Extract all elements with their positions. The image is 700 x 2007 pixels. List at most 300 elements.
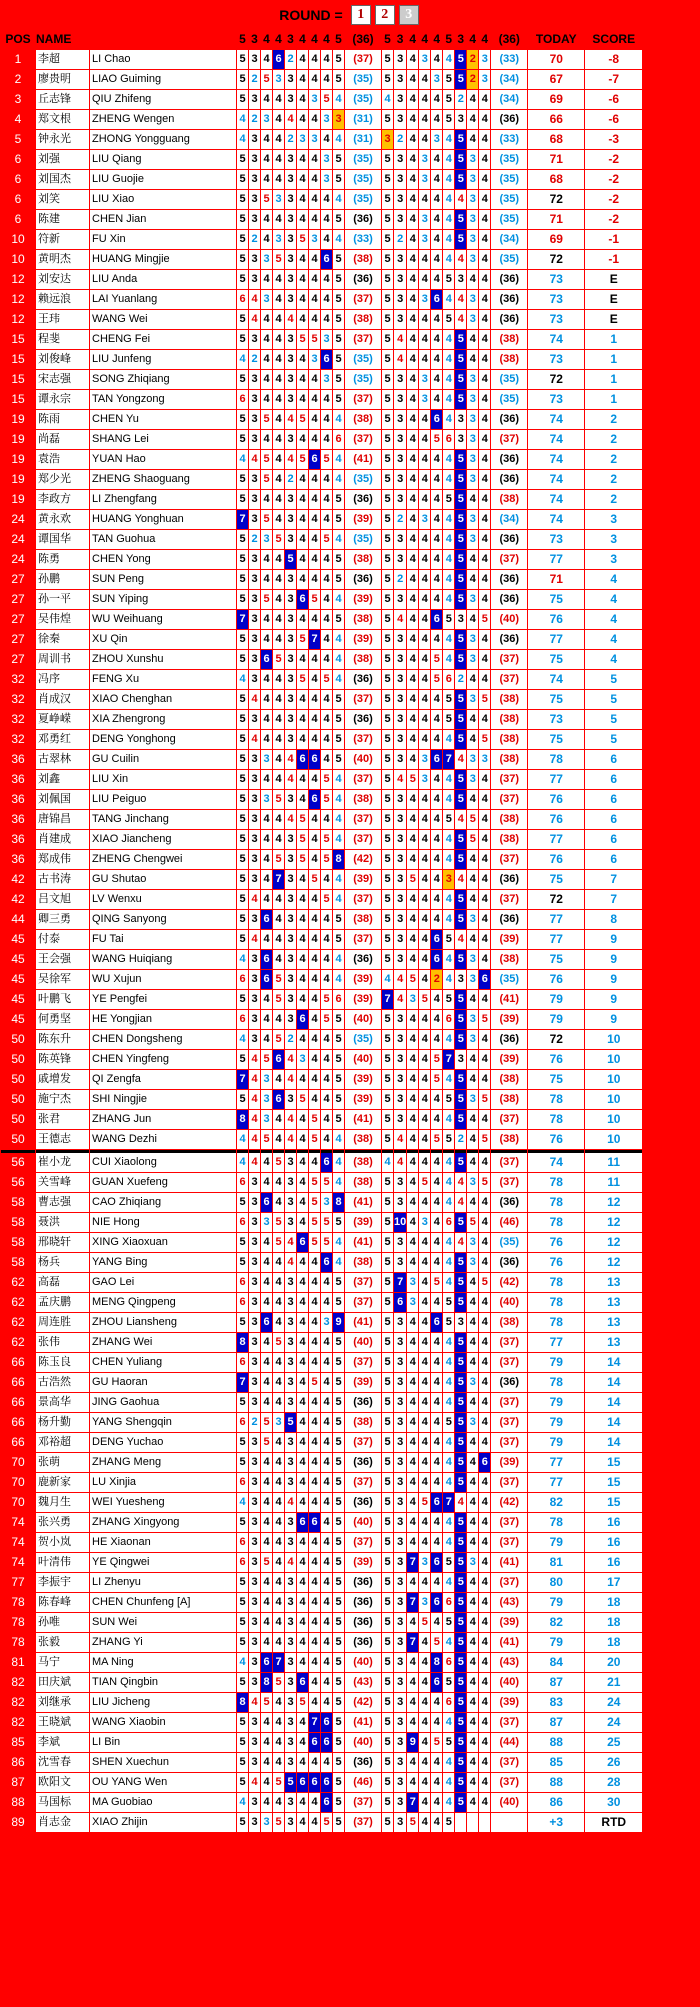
hole-score: 6 — [431, 950, 442, 969]
hole-score: 4 — [321, 310, 332, 329]
hole-score: 5 — [321, 1213, 332, 1232]
player-row[interactable] — [1, 1673, 642, 1692]
player-row[interactable] — [1, 670, 642, 689]
hole-score: 4 — [419, 1193, 430, 1212]
total-score: 12 — [585, 1253, 642, 1272]
player-name-en: CHEN Chunfeng [A] — [90, 1593, 236, 1612]
player-row[interactable] — [1, 1130, 642, 1149]
hole-score: 4 — [273, 710, 284, 729]
hole-score: 5 — [455, 130, 466, 149]
hole-score: 3 — [285, 370, 296, 389]
player-row[interactable] — [1, 690, 642, 709]
hole-score: 3 — [285, 290, 296, 309]
hole-score: 4 — [479, 210, 490, 229]
hole-score: 5 — [297, 850, 308, 869]
out-total: (38) — [345, 1253, 381, 1272]
round-3-button[interactable]: 3 — [399, 5, 419, 25]
player-row[interactable] — [1, 470, 642, 489]
hole-score: 3 — [249, 990, 260, 1009]
hole-score: 4 — [249, 1130, 260, 1149]
total-score: 1 — [585, 370, 642, 389]
hole-score: 4 — [309, 770, 320, 789]
hole-score: 4 — [321, 610, 332, 629]
hole-score: 5 — [443, 690, 454, 709]
hole-score: 4 — [431, 1010, 442, 1029]
hole-score: 4 — [321, 1090, 332, 1109]
hole-score: 4 — [443, 1110, 454, 1129]
hole-score: 5 — [237, 1050, 248, 1069]
hole-score: 4 — [321, 1333, 332, 1352]
hole-score: 4 — [419, 1010, 430, 1029]
round-selector — [0, 0, 700, 29]
player-row[interactable] — [1, 1413, 642, 1432]
hole-score: 3 — [467, 590, 478, 609]
player-row[interactable] — [1, 170, 642, 189]
hole-score: 8 — [237, 1333, 248, 1352]
player-row[interactable] — [1, 450, 642, 469]
round-1-button[interactable]: 1 — [351, 5, 371, 25]
hole-score: 4 — [261, 330, 272, 349]
player-row[interactable] — [1, 750, 642, 769]
hole-score: 4 — [419, 1753, 430, 1772]
today-score: 76 — [528, 1050, 584, 1069]
player-row[interactable] — [1, 250, 642, 269]
total-score: 11 — [585, 1173, 642, 1192]
player-row[interactable] — [1, 590, 642, 609]
hole-score: 5 — [382, 850, 393, 869]
total-score: 25 — [585, 1733, 642, 1752]
in-total: (38) — [491, 750, 527, 769]
in-total: (40) — [491, 1293, 527, 1312]
player-name-cn: 王德志 — [36, 1130, 89, 1149]
hole-score: 5 — [455, 1473, 466, 1492]
player-row[interactable] — [1, 1253, 642, 1272]
hole-score: 4 — [443, 150, 454, 169]
hole-score: 3 — [394, 370, 406, 389]
hole-score: 5 — [309, 330, 320, 349]
player-row[interactable] — [1, 830, 642, 849]
hole-score: 4 — [321, 290, 332, 309]
hole-score: 4 — [297, 990, 308, 1009]
out-total: (37) — [345, 930, 381, 949]
round-2-button[interactable]: 2 — [375, 5, 395, 25]
player-row[interactable] — [1, 1110, 642, 1129]
hole-score: 5 — [382, 1753, 393, 1772]
hole-score: 4 — [321, 910, 332, 929]
hole-score: 4 — [261, 1393, 272, 1412]
today-score: 69 — [528, 230, 584, 249]
hole-score: 4 — [431, 1090, 442, 1109]
hole-score: 5 — [382, 1110, 393, 1129]
hole-score: 4 — [419, 130, 430, 149]
total-score: 16 — [585, 1553, 642, 1572]
hole-score: 5 — [443, 490, 454, 509]
player-row[interactable] — [1, 710, 642, 729]
hole-score: 6 — [237, 1173, 248, 1192]
hole-score: 5 — [273, 1233, 284, 1252]
hole-score: 5 — [455, 530, 466, 549]
hole-score: 4 — [321, 1353, 332, 1372]
hole-score: 5 — [382, 830, 393, 849]
hole-score: 3 — [285, 1393, 296, 1412]
hole-score: 4 — [309, 1453, 320, 1472]
hole-score: 4 — [467, 350, 478, 369]
player-row[interactable] — [1, 1050, 642, 1069]
player-name-en: LI Zhenyu — [90, 1573, 236, 1592]
total-score: -7 — [585, 70, 642, 89]
player-row[interactable] — [1, 1150, 642, 1172]
player-row[interactable] — [1, 1453, 642, 1472]
today-score: 79 — [528, 1433, 584, 1452]
hole-score: 5 — [382, 1613, 393, 1632]
hole-score: 5 — [382, 1253, 393, 1272]
player-row[interactable] — [1, 1070, 642, 1089]
player-name-en: ZHENG Wengen — [90, 110, 236, 129]
player-name-en: HE Yongjian — [90, 1010, 236, 1029]
hole-score: 4 — [333, 530, 344, 549]
player-name-cn: 古浩然 — [36, 1373, 89, 1392]
hole-score: 4 — [333, 190, 344, 209]
player-row[interactable] — [1, 1393, 642, 1412]
total-score: 18 — [585, 1593, 642, 1612]
hole-score: 4 — [443, 1233, 454, 1252]
today-score: 75 — [528, 870, 584, 889]
player-row[interactable] — [1, 850, 642, 869]
hole-score: 4 — [479, 1713, 490, 1732]
hole-score: 4 — [249, 1090, 260, 1109]
player-row[interactable] — [1, 570, 642, 589]
hole-score: 4 — [431, 1353, 442, 1372]
hole-score: 5 — [382, 430, 393, 449]
hole-score: 4 — [297, 970, 308, 989]
player-row[interactable] — [1, 990, 642, 1009]
player-row[interactable] — [1, 1293, 642, 1312]
position: 85 — [11, 1735, 25, 1749]
hole-score: 3 — [419, 510, 430, 529]
hole-score: 5 — [382, 730, 393, 749]
hole-score: 5 — [443, 1090, 454, 1109]
hole-score: 4 — [443, 910, 454, 929]
total-score: 6 — [585, 830, 642, 849]
hole-score: 6 — [443, 1213, 454, 1232]
player-row[interactable] — [1, 790, 642, 809]
out-total: (35) — [345, 90, 381, 109]
player-row[interactable] — [1, 1030, 642, 1049]
player-name-cn: 刘佩国 — [36, 790, 89, 809]
hole-score: 4 — [479, 150, 490, 169]
player-row[interactable] — [1, 370, 642, 389]
player-row[interactable] — [1, 1493, 642, 1512]
player-name-en: LIU Xin — [90, 770, 236, 789]
hole-score: 4 — [273, 1110, 284, 1129]
hole-score: 6 — [394, 1293, 406, 1312]
hole-score: 5 — [455, 1453, 466, 1472]
hole-score: 3 — [455, 610, 466, 629]
player-row[interactable] — [1, 1693, 642, 1712]
player-row[interactable] — [1, 890, 642, 909]
hole-score: 5 — [237, 1673, 248, 1692]
player-row[interactable] — [1, 1353, 642, 1372]
hole-score: 5 — [382, 390, 393, 409]
hole-score: 5 — [455, 1110, 466, 1129]
player-row[interactable] — [1, 290, 642, 309]
hole-score: 10 — [394, 1213, 406, 1232]
player-row[interactable] — [1, 1373, 642, 1392]
hole-score: 4 — [297, 1333, 308, 1352]
player-name-en: LIU Guojie — [90, 170, 236, 189]
hole-score: 4 — [407, 1513, 418, 1532]
hole-score: 3 — [394, 1533, 406, 1552]
hole-score: 4 — [297, 910, 308, 929]
hole-score: 4 — [285, 1493, 296, 1512]
player-row[interactable] — [1, 910, 642, 929]
hole-score: 3 — [285, 1433, 296, 1452]
hole-score: 5 — [237, 410, 248, 429]
player-row[interactable] — [1, 1513, 642, 1532]
hole-score: 4 — [407, 330, 418, 349]
player-row[interactable] — [1, 110, 642, 129]
hole-score: 3 — [249, 470, 260, 489]
hole-score: 5 — [382, 50, 393, 69]
hole-score: 3 — [467, 210, 478, 229]
hole-score: 3 — [467, 170, 478, 189]
player-row[interactable] — [1, 730, 642, 749]
player-row[interactable] — [1, 70, 642, 89]
hole-score: 4 — [261, 610, 272, 629]
hole-score: 3 — [394, 1030, 406, 1049]
position: 32 — [11, 712, 25, 726]
today-score: +3 — [528, 1813, 584, 1832]
hole-score: 4 — [273, 1070, 284, 1089]
par-13: 4 — [421, 32, 429, 46]
player-row[interactable] — [1, 210, 642, 229]
hole-score: 4 — [309, 470, 320, 489]
out-total: (38) — [345, 1173, 381, 1192]
hole-score: 4 — [431, 910, 442, 929]
hole-score: 3 — [249, 670, 260, 689]
player-row[interactable] — [1, 310, 642, 329]
player-row[interactable] — [1, 90, 642, 109]
hole-score: 4 — [261, 390, 272, 409]
hole-score: 5 — [237, 990, 248, 1009]
hole-score: 5 — [333, 1573, 344, 1592]
hole-score: 4 — [431, 490, 442, 509]
total-score: 12 — [585, 1233, 642, 1252]
hole-score: 3 — [249, 770, 260, 789]
player-row[interactable] — [1, 810, 642, 829]
player-row[interactable] — [1, 630, 642, 649]
hole-score: 4 — [273, 590, 284, 609]
player-row[interactable] — [1, 410, 642, 429]
hole-score: 4 — [467, 490, 478, 509]
hole-score: 4 — [419, 1090, 430, 1109]
hole-score: 3 — [249, 1193, 260, 1212]
player-row[interactable] — [1, 230, 642, 249]
hole-score: 3 — [261, 750, 272, 769]
player-row[interactable] — [1, 1753, 642, 1772]
hole-score: 4 — [297, 290, 308, 309]
player-row[interactable] — [1, 350, 642, 369]
hole-score: 5 — [237, 930, 248, 949]
player-row[interactable] — [1, 130, 642, 149]
hole-score: 4 — [407, 650, 418, 669]
hole-score: 4 — [407, 310, 418, 329]
hole-score: 5 — [382, 1473, 393, 1492]
hole-score: 3 — [419, 1553, 430, 1572]
player-row[interactable] — [1, 650, 642, 669]
hole-score: 3 — [285, 630, 296, 649]
hole-score: 4 — [273, 1793, 284, 1812]
player-row[interactable] — [1, 1333, 642, 1352]
hole-score: 3 — [297, 130, 308, 149]
hole-score: 4 — [394, 970, 406, 989]
hole-score: 4 — [309, 1693, 320, 1712]
hole-score: 4 — [285, 1070, 296, 1089]
player-row[interactable] — [1, 1553, 642, 1572]
hole-score: 3 — [394, 430, 406, 449]
in-total: (37) — [491, 1513, 527, 1532]
today-score: 75 — [528, 730, 584, 749]
player-row[interactable] — [1, 1533, 642, 1552]
total-score: RTD — [585, 1813, 642, 1832]
player-row[interactable] — [1, 1813, 642, 1832]
in-total: (41) — [491, 1633, 527, 1652]
player-name-cn: 郑少光 — [36, 470, 89, 489]
hole-score: 4 — [309, 570, 320, 589]
hole-score: 6 — [297, 1010, 308, 1029]
player-name-cn: 何勇坚 — [36, 1010, 89, 1029]
out-total: (36) — [345, 1633, 381, 1652]
hole-score: 3 — [394, 1793, 406, 1812]
player-row[interactable] — [1, 270, 642, 289]
player-name-en: ZHANG Meng — [90, 1453, 236, 1472]
player-row[interactable] — [1, 530, 642, 549]
hole-score: 4 — [261, 1713, 272, 1732]
player-row[interactable] — [1, 1653, 642, 1672]
player-row[interactable] — [1, 1613, 642, 1632]
hole-score: 3 — [285, 1633, 296, 1652]
hole-score: 4 — [407, 1150, 418, 1172]
player-row[interactable] — [1, 870, 642, 889]
player-name-cn: 黄明杰 — [36, 250, 89, 269]
player-row[interactable] — [1, 550, 642, 569]
player-row[interactable] — [1, 490, 642, 509]
player-row[interactable] — [1, 150, 642, 169]
player-row[interactable] — [1, 1313, 642, 1332]
player-row[interactable] — [1, 1090, 642, 1109]
hole-score: 4 — [431, 570, 442, 589]
player-name-cn: 贺小岚 — [36, 1533, 89, 1552]
player-row[interactable] — [1, 1233, 642, 1252]
hole-score: 3 — [394, 410, 406, 429]
hole-score: 5 — [333, 1733, 344, 1752]
hole-score: 5 — [297, 330, 308, 349]
hole-score: 5 — [237, 170, 248, 189]
hole-score: 4 — [443, 830, 454, 849]
total-score: -1 — [585, 230, 642, 249]
player-row[interactable] — [1, 770, 642, 789]
player-row[interactable] — [1, 330, 642, 349]
hole-score: 4 — [479, 1110, 490, 1129]
player-row[interactable] — [1, 50, 642, 69]
hole-score: 4 — [407, 590, 418, 609]
player-row[interactable] — [1, 430, 642, 449]
hole-score: 4 — [479, 290, 490, 309]
player-row[interactable] — [1, 1573, 642, 1592]
hole-score: 4 — [479, 670, 490, 689]
hole-score: 4 — [407, 1333, 418, 1352]
player-row[interactable] — [1, 190, 642, 209]
player-row[interactable] — [1, 1273, 642, 1292]
hole-score: 4 — [419, 1433, 430, 1452]
hole-score: 4 — [273, 570, 284, 589]
player-row[interactable] — [1, 610, 642, 629]
hole-score: 4 — [467, 1150, 478, 1172]
hole-score: 4 — [431, 1773, 442, 1792]
hole-score: 4 — [479, 1433, 490, 1452]
today-score: 78 — [528, 1193, 584, 1212]
hole-score: 5 — [237, 430, 248, 449]
player-row[interactable] — [1, 1193, 642, 1212]
hole-score: 4 — [273, 950, 284, 969]
position: 56 — [11, 1175, 25, 1189]
hole-score: 4 — [431, 870, 442, 889]
hole-score: 4 — [333, 590, 344, 609]
player-row[interactable] — [1, 1213, 642, 1232]
player-name-en: XU Qin — [90, 630, 236, 649]
player-row[interactable] — [1, 970, 642, 989]
hole-score: 4 — [309, 1070, 320, 1089]
hole-score: 4 — [407, 750, 418, 769]
hole-score: 4 — [237, 450, 248, 469]
player-row[interactable] — [1, 1773, 642, 1792]
player-name-cn: 戚增发 — [36, 1070, 89, 1089]
hole-score: 4 — [467, 1713, 478, 1732]
hole-score: 3 — [394, 890, 406, 909]
player-row[interactable] — [1, 1173, 642, 1192]
out-total: (46) — [345, 1773, 381, 1792]
player-row[interactable] — [1, 1793, 642, 1812]
player-row[interactable] — [1, 1713, 642, 1732]
hole-score: 4 — [309, 1593, 320, 1612]
hole-score: 4 — [407, 150, 418, 169]
hole-score: 3 — [467, 1090, 478, 1109]
hole-score: 3 — [285, 390, 296, 409]
hole-score: 5 — [333, 1533, 344, 1552]
player-row[interactable] — [1, 950, 642, 969]
player-row[interactable] — [1, 390, 642, 409]
player-row[interactable] — [1, 1633, 642, 1652]
hole-score: 3 — [249, 370, 260, 389]
player-row[interactable] — [1, 510, 642, 529]
player-row[interactable] — [1, 1473, 642, 1492]
player-row[interactable] — [1, 930, 642, 949]
player-row[interactable] — [1, 1593, 642, 1612]
hole-score: 3 — [467, 530, 478, 549]
hole-score: 4 — [297, 1130, 308, 1149]
hole-score: 3 — [394, 810, 406, 829]
hole-score: 4 — [407, 230, 418, 249]
player-row[interactable] — [1, 1733, 642, 1752]
hole-score: 4 — [419, 1653, 430, 1672]
player-row[interactable] — [1, 1433, 642, 1452]
player-row[interactable] — [1, 1010, 642, 1029]
hole-score: 4 — [467, 1453, 478, 1472]
hole-score: 4 — [237, 950, 248, 969]
hole-score: 4 — [297, 430, 308, 449]
position: 4 — [14, 112, 22, 126]
total-score: 10 — [585, 1130, 642, 1149]
